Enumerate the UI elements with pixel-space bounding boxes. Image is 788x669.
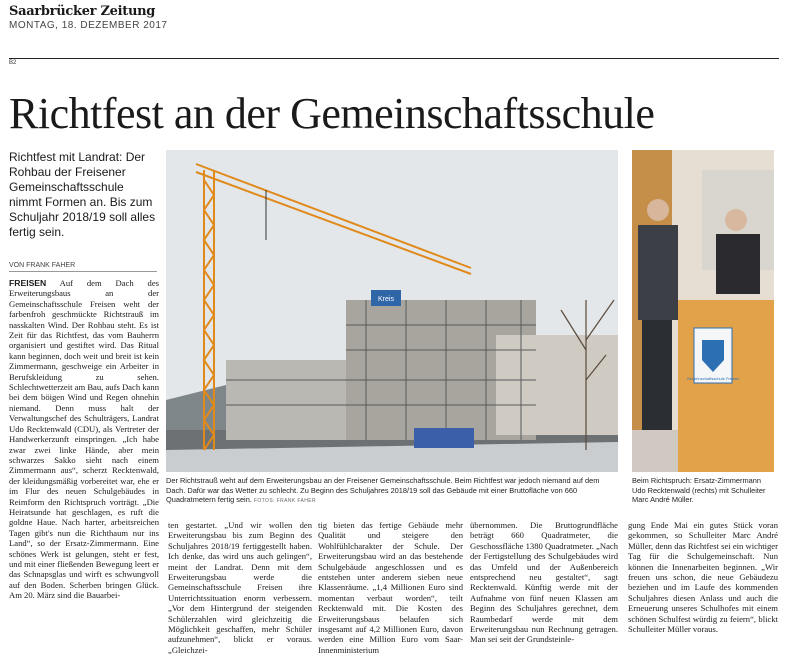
article-column-4: [470, 520, 618, 669]
main-photo-caption: [166, 476, 618, 507]
dateline: FREISEN: [9, 278, 47, 288]
column-2-text: ten gestartet. „Und wir wollen den Erweiterungsbau bis zum Beginn des Schuljahres 2018/19 fertiggestellt haben. Ich denke, das wird uns auch gelingen“, meint der Landrat. Denn mit dem Erweiterungsbau werde die Gemeinschaftsschule Freisen ihre Unterrichtssituation enorm verbessern. „Vor dem Hintergrund der steigenden Schülerzahlen wird gleichzeitig die Möglichkeit geschaffen, mehr Schüler aufzunehmen“, blickt er voraus. „Gleichzei-: [168, 520, 312, 655]
newspaper-name: Saarbrücker Zeitung: [9, 4, 156, 19]
header-rule: [9, 58, 779, 59]
article-column-3: [318, 520, 463, 669]
column-1-text: Auf dem Dach des Erweiterungsbaus an der Gemeinschaftsschule Freisen weht der farbenfroh geschmückte Richtstrauß im nasskalten Wind. Der Rohbau steht. Es ist Zeit für das Richtfest, das vom Bauherrn organisiert und gestiftet wird. Das Ritual kann beginnen, doch weit und breit ist kein Zimmermann, geschweige ein Arbeiter in Berufskleidung zu sehen. Schlechtwetterzeit am Bau, aufs Dach kann bei dem böigen Wind und Regen ohnehin niemand. Denn muss halt der Verwaltungschef des Schulträgers, Landrat Udo Recktenwald (CDU), als Vertreter der Handwerkerzunft einspringen. „Ich habe zwar zwei linke Hände, aber mein schwarzes Sakko sieht nach einem Zimmermann aus“, scherzt Recktenwald, der kleidungsmäßig vorbereitet war, ehe er im Flur des neuen Schulgebäudes in Reimform den Richtspruch vorträgt. „Die Heiratsunde hat geschlagen, es ruft die goldne Haue. Nach harter, arbeitsreichen Tagen gibt's nun die Richthaum nur ins Land“, so der Ersatz-Zimmermann. Eine schönes Werk ist gelungen, steht er fest, und mit einer fließenden Bewegung leert er das Schnapsglas und wirft es schwungvoll auf den Boden. Scherben bringen Glück. Am 20. März sind die Bauarbei-: [9, 278, 159, 601]
issue-date: MONTAG, 18. DEZEMBER 2017: [9, 20, 168, 31]
subheadline: Richtfest mit Landrat: Der Rohbau der Freisener Gemeinschaftsschule nimmt Formen an. Bis zum Schuljahr 2018/19 soll alles fertig sein.: [9, 150, 156, 239]
photo-credit: FOTOS: FRANK FAHER: [253, 498, 317, 504]
construction-site-illustration: [166, 150, 618, 472]
construction-site-photo: [166, 150, 618, 472]
article-column-2: [168, 520, 312, 669]
byline: VON FRANK FAHER: [9, 262, 157, 272]
richtspruch-photo: [632, 150, 774, 472]
page-number: B2: [9, 60, 17, 66]
speakers-illustration: [632, 150, 774, 472]
lectern-logo-text: Gemeinschaftsschule Freisen: [686, 376, 740, 381]
column-4-text: übernommen. Die Bruttogrundfläche beträgt 660 Quadratmeter, die Geschossfläche 1380 Quadratmeter. „Nach der Fertigstellung des Schulgebäudes wird das Umfeld und der Außenbereich entsprechend neu gestaltet“, sagt Recktenwald. Künftig werde mit der Aufnahme von fünf neuen Klassen am Beginn des Schuljahres gerechnet, dem Raumbedarf werde mit dem Erweiterungsbau nun Rechnung getragen. Man sei seit der Grundsteinle-: [470, 520, 618, 645]
column-3-text: tig bieten das fertige Gebäude mehr Qualität und steigere den Wohlfühlcharakter der Schule. Der Erweiterungsbau wird an das bestehende Schulgebäude angeschlossen und es entstehen unter anderem sieben neue Klassenräume. „1,4 Millionen Euro sind momentan verbaut worden“, teilt Recktenwald mit. Die Kosten des Erweiterungsbaus belaufen sich insgesamt auf 4,2 Millionen Euro, davon werden eine Million Euro vom Saar-Innenministerium: [318, 520, 463, 655]
article-column-5: [628, 520, 778, 669]
side-photo-caption: Beim Richtspruch: Ersatz-Zimmermann Udo Recktenwald (rechts) mit Schulleiter Marc André Müller.: [632, 476, 766, 504]
site-banner-text: Kreis: [378, 296, 394, 303]
masthead: [9, 4, 167, 31]
headline: Richtfest an der Gemeinschaftsschule: [9, 89, 655, 138]
article-column-1: [9, 278, 159, 668]
column-5-text: gung Ende Mai ein gutes Stück voran gekommen, so Schulleiter Marc André Müller, denn das Richtfest sei ein wichtiger Tag für die Schulgemeinschaft. Nun können die Innenarbeiten beginnen. „Wir freuen uns schon, die neue Gebäudezu beziehen und im Laufe des kommenden Schuljahres diesen Anlass und auch die Erneuerung unseres Schulhofes mit einem schönen Schulfest würdig zu feiern“, blickt Schulleiter Müller voraus.: [628, 520, 778, 635]
main-photo-caption-text: Der Richtstrauß weht auf dem Erweiterungsbau an der Freisener Gemeinschaftsschule. Beim Richtfest war jedoch niemand auf dem Dach. Dafür war das Wetter zu schlecht. Zu Beginn des Schuljahres 2018/19 soll das Gebäude mit einer Bruttofläche von 660 Quadratmetern fertig sein.: [166, 476, 600, 504]
